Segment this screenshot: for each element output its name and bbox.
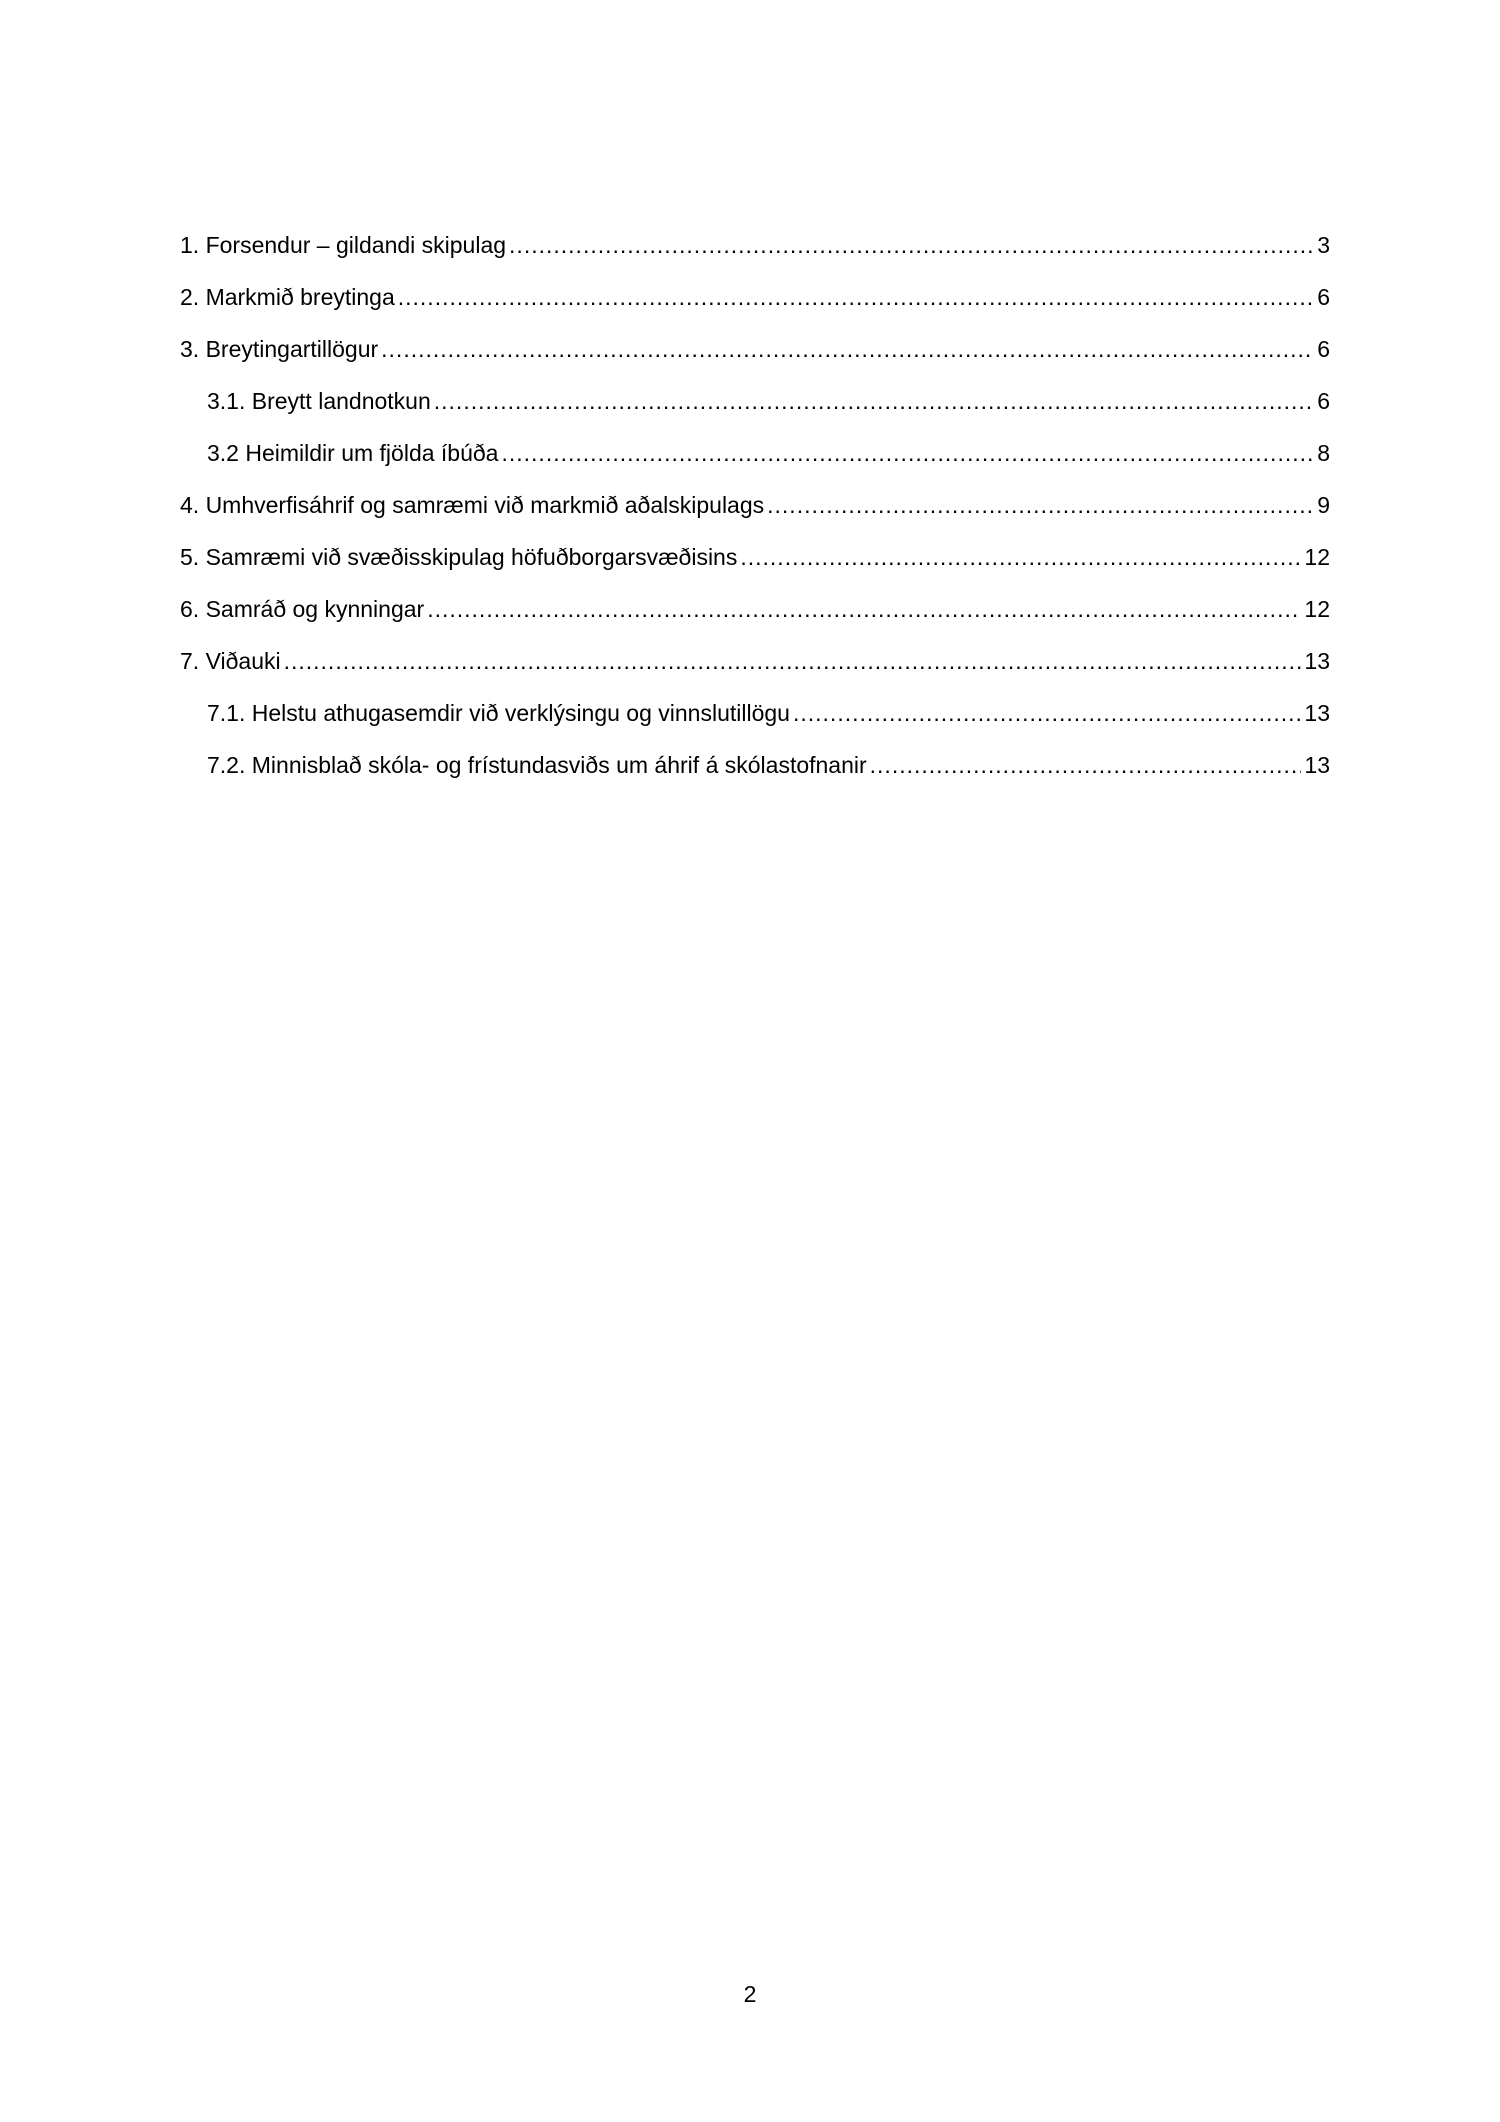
toc-dot-leader	[284, 643, 1302, 679]
toc-entry-page: 6	[1317, 388, 1330, 414]
toc-entry-page: 6	[1317, 284, 1330, 310]
toc-entry-page: 12	[1304, 596, 1330, 622]
toc-dot-leader	[870, 747, 1302, 783]
toc-entry-heimildir[interactable]	[180, 435, 1330, 487]
toc-entry-markmid[interactable]	[180, 279, 1330, 331]
toc-entry-page: 13	[1304, 752, 1330, 778]
toc-entry-label: 7. Viðauki	[180, 648, 281, 674]
toc-entry-page: 9	[1317, 492, 1330, 518]
toc-dot-leader	[398, 279, 1314, 315]
toc-entry-minnisblad[interactable]	[180, 747, 1330, 799]
toc-entry-page: 8	[1317, 440, 1330, 466]
toc-entry-vidauki[interactable]	[180, 643, 1330, 695]
page-number: 2	[743, 1981, 757, 2007]
toc-entry-forsendur[interactable]	[180, 227, 1330, 279]
toc-entry-athugasemdir[interactable]	[180, 695, 1330, 747]
toc-dot-leader	[509, 227, 1314, 263]
toc-entry-page: 13	[1304, 648, 1330, 674]
toc-entry-label: 7.1. Helstu athugasemdir við verklýsingu og vinnslutillögu	[207, 700, 790, 726]
toc-dot-leader	[427, 591, 1301, 627]
table-of-contents	[180, 227, 1330, 799]
toc-dot-leader	[501, 435, 1314, 471]
toc-dot-leader	[793, 695, 1301, 731]
toc-dot-leader	[434, 383, 1314, 419]
toc-entry-label: 6. Samráð og kynningar	[180, 596, 425, 622]
toc-entry-breytingartillogur[interactable]	[180, 331, 1330, 383]
toc-entry-page: 12	[1304, 544, 1330, 570]
toc-entry-label: 3.1. Breytt landnotkun	[207, 388, 431, 414]
toc-entry-page: 3	[1317, 232, 1330, 258]
toc-entry-label: 3. Breytingartillögur	[180, 336, 379, 362]
toc-entry-label: 1. Forsendur – gildandi skipulag	[180, 232, 507, 258]
toc-entry-label: 2. Markmið breytinga	[180, 284, 395, 310]
toc-entry-page: 6	[1317, 336, 1330, 362]
toc-entry-label: 4. Umhverfisáhrif og samræmi við markmið aðalskipulags	[180, 492, 765, 518]
toc-entry-samrad[interactable]	[180, 591, 1330, 643]
toc-dot-leader	[381, 331, 1314, 367]
toc-dot-leader	[767, 487, 1314, 523]
toc-entry-page: 13	[1304, 700, 1330, 726]
toc-entry-svaedisskipulag[interactable]	[180, 539, 1330, 591]
toc-entry-label: 7.2. Minnisblað skóla- og frístundasviðs um áhrif á skólastofnanir	[207, 752, 867, 778]
toc-entry-breytt-landnotkun[interactable]	[180, 383, 1330, 435]
toc-entry-label: 5. Samræmi við svæðisskipulag höfuðborgarsvæðisins	[180, 544, 738, 570]
toc-entry-label: 3.2 Heimildir um fjölda íbúða	[207, 440, 499, 466]
toc-entry-umhverfisahrif[interactable]	[180, 487, 1330, 539]
toc-dot-leader	[740, 539, 1301, 575]
